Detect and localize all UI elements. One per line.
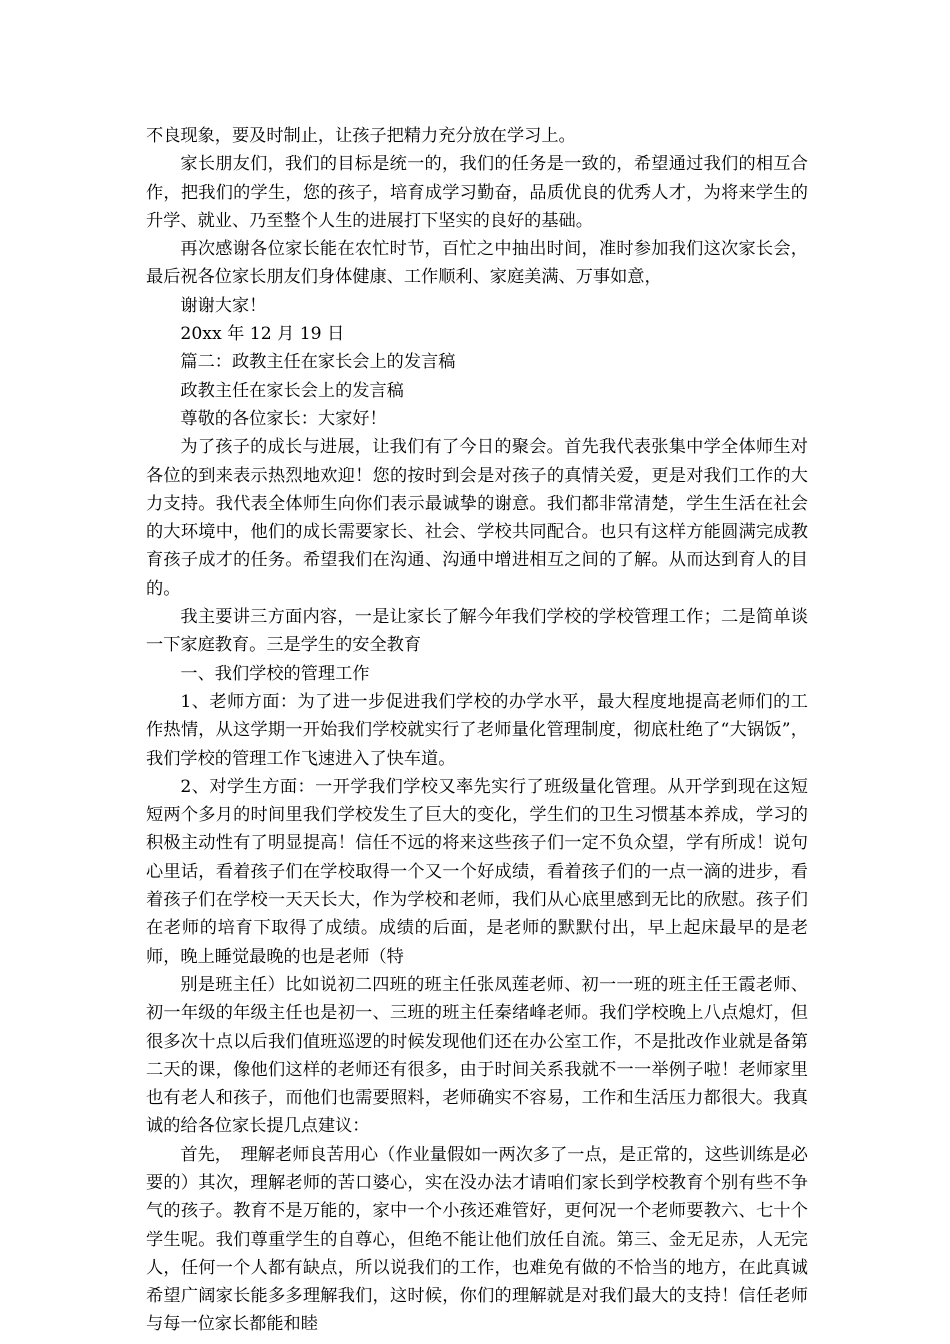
- paragraph-4: 谢谢大家！: [180, 295, 267, 316]
- salutation: 尊敬的各位家长：大家好！: [180, 408, 387, 429]
- paragraph-1: 不良现象，要及时制止，让孩子把精力充分放在学习上。: [146, 126, 576, 146]
- date-line: 20xx 年 12 月 19 日: [180, 324, 345, 345]
- paragraph-10: 我主要讲三方面内容，一是让家长了解今年我们学校的学校管理工作；二是简单谈一下家庭教育。三是学生的安全教育: [146, 607, 808, 656]
- speech-title: 政教主任在家长会上的发言稿: [180, 380, 404, 401]
- paragraph-13: 2、对学生方面：一开学我们学校又率先实行了班级量化管理。从开学到现在这短短两个多月的时间里我们学校发生了巨大的变化，学生们的卫生习惯基本养成，学习的积极主动性有了明显提高！信任不远的将来这些孩子们一定不负众望，学有所成！说句心里话，看着孩子们在学校取得一个又一个好成绩，看着孩子们的一点一滴的进步，看着孩子们在学校一天天长大，作为学校和老师，我们从心底里感到无比的欣慰。孩子们在老师的培育下取得了成绩。成绩的后面，是老师的默默付出，早上起床最早的是老师，晚上睡觉最晚的也是老师（特: [146, 776, 808, 967]
- paragraph-12: 1、老师方面：为了进一步促进我们学校的办学水平，最大程度地提高老师们的工作热情，从这学期一开始我们学校就实行了老师量化管理制度，彻底杜绝了“大锅饭”，我们学校的管理工作飞速进入了快车道。: [146, 691, 808, 769]
- paragraph-9: 为了孩子的成长与进展，让我们有了今日的聚会。首先我代表张集中学全体师生对各位的到来表示热烈地欢迎！您的按时到会是对孩子的真情关爱，更是对我们工作的大力支持。我代表全体师生向你们表示最诚挚的谢意。我们都非常清楚，学生生活在社会的大环境中，他们的成长需要家长、社会、学校共同配合。也只有这样方能圆满完成教育孩子成才的任务。希望我们在沟通、沟通中增进相互之间的了解。从而达到育人的目的。: [146, 437, 808, 599]
- document-page: [146, 122, 808, 1339]
- section-heading: 篇二：政教主任在家长会上的发言稿: [180, 352, 456, 373]
- subsection-heading: 一、我们学校的管理工作: [180, 663, 370, 684]
- paragraph-15: 首先， 理解老师良苦用心（作业量假如一两次多了一点，是正常的，这些训练是必要的）其次，理解老师的苦口婆心，实在没办法才请咱们家长到学校教育个别有些不争气的孩子。教育不是万能的，家中一个小孩还难管好，更何况一个老师要教六、七十个学生呢。我们尊重学生的自尊心，但绝不能让他们放任自流。第三、金无足赤，人无完人，任何一个人都有缺点，所以说我们的工作，也难免有做的不恰当的地方，在此真诚希望广阔家长能多多理解我们，这时候，你们的理解就是对我们最大的支持！信任老师与每一位家长都能和睦: [146, 1144, 808, 1335]
- paragraph-3: 再次感谢各位家长能在农忙时节，百忙之中抽出时间，准时参加我们这次家长会，最后祝各位家长朋友们身体健康、工作顺利、家庭美满、万事如意，: [146, 239, 808, 288]
- paragraph-2: 家长朋友们，我们的目标是统一的，我们的任务是一致的，希望通过我们的相互合作，把我们的学生，您的孩子，培育成学习勤奋，品质优良的优秀人才，为将来学生的升学、就业、乃至整个人生的进展打下坚实的良好的基础。: [146, 154, 808, 231]
- paragraph-14: 别是班主任）比如说初二四班的班主任张凤莲老师、初一一班的班主任王霞老师、初一年级的年级主任也是初一、三班的班主任秦绪峰老师。我们学校晚上八点熄灯，但很多次十点以后我们值班巡逻的时候发现他们还在办公室工作，不是批改作业就是备第二天的课，像他们这样的老师还有很多，由于时间关系我就不一一举例子啦！老师家里也有老人和孩子，而他们也需要照料，老师确实不容易，工作和生活压力都很大。我真诚的给各位家长提几点建议：: [146, 974, 808, 1137]
